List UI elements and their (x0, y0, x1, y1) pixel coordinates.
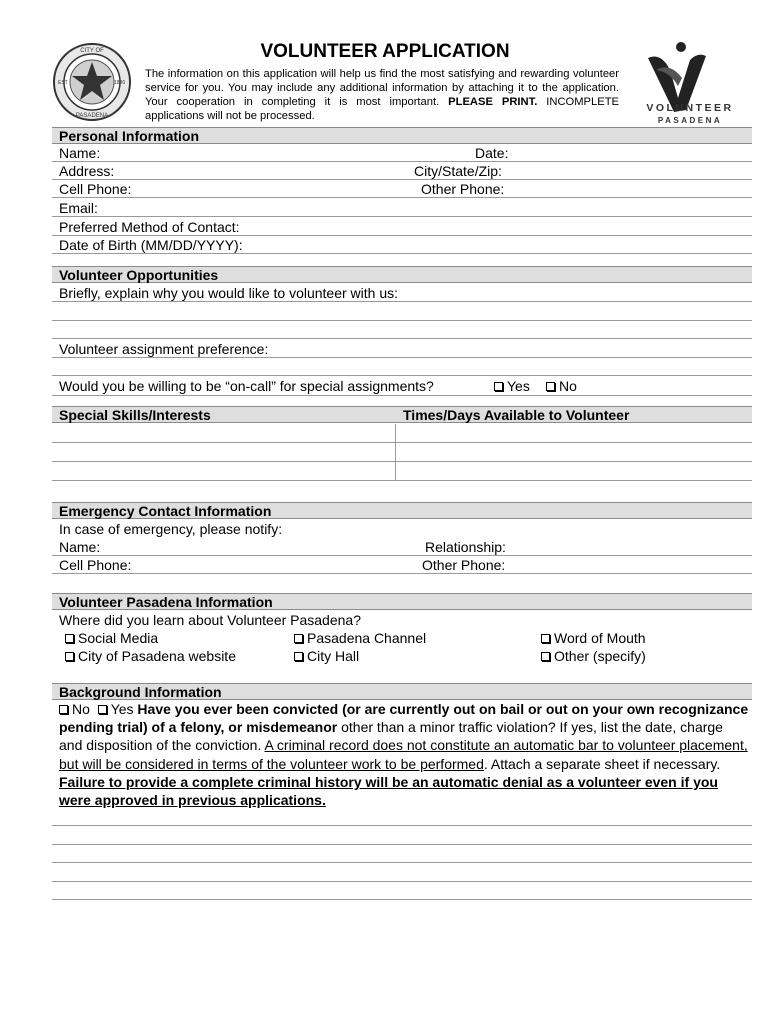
why-line-1[interactable] (52, 301, 752, 302)
row-phones[interactable] (52, 180, 752, 198)
date-label: Date: (475, 145, 509, 161)
skills-header: Special Skills/Interests (59, 407, 211, 423)
seal-year-right: 1886 (114, 80, 126, 86)
city-hall-label: City Hall (307, 648, 360, 664)
skills-header-bar (52, 406, 752, 423)
page-title: VOLUNTEER APPLICATION (260, 41, 510, 62)
bg-no-label: No (72, 701, 90, 717)
word-of-mouth-label: Word of Mouth (554, 630, 646, 646)
pasadena-channel-label: Pasadena Channel (307, 630, 427, 646)
logo-word-volunteer: VOLUNTEER (646, 102, 734, 114)
on-call-no-option[interactable] (546, 377, 577, 395)
emergency-cell-label: Cell Phone: (59, 557, 132, 573)
opportunities-header: Volunteer Opportunities (52, 266, 752, 283)
city-website-checkbox[interactable] (65, 652, 74, 661)
bg-line-3[interactable] (52, 862, 752, 863)
bg-no-checkbox[interactable] (59, 705, 68, 714)
word-of-mouth-checkbox[interactable] (541, 634, 550, 643)
background-header: Background Information (52, 683, 752, 700)
bg-no-option[interactable] (59, 701, 90, 717)
on-call-line (52, 395, 752, 396)
emergency-other-phone-label: Other Phone: (422, 557, 506, 573)
no-label: No (559, 378, 577, 394)
why-line-3[interactable] (52, 338, 752, 339)
conviction-question: Have you ever been convicted (or are currently out on bail or out on your own recognizance pending trial) of a felony, or misdemeanor (59, 701, 749, 736)
please-print: PLEASE PRINT. (448, 96, 538, 108)
seal-text-top: CITY OF (80, 48, 104, 54)
row-preferred-contact[interactable] (52, 218, 752, 236)
seal-text-bottom: PASADENA (75, 113, 109, 119)
option-city-hall[interactable] (294, 647, 359, 665)
bg-line-2[interactable] (52, 844, 752, 845)
emergency-name-label: Name: (59, 539, 101, 555)
option-city-website[interactable] (65, 647, 236, 665)
skills-line-3[interactable] (52, 480, 752, 481)
relationship-label: Relationship: (425, 539, 506, 555)
assignment-pref-label: Volunteer assignment preference: (59, 341, 269, 357)
attach-note: . Attach a separate sheet if necessary. (483, 755, 721, 772)
bg-line-1[interactable] (52, 825, 752, 826)
other-checkbox[interactable] (541, 652, 550, 661)
no-checkbox[interactable] (546, 382, 555, 391)
bg-line-5[interactable] (52, 899, 752, 900)
option-pasadena-channel[interactable] (294, 629, 426, 647)
criminal-record-note: A criminal record does not constitute an automatic bar to volunteer placement, but will be considered in terms of the volunteer work to be performed (59, 737, 748, 772)
emergency-header: Emergency Contact Information (52, 502, 752, 519)
city-hall-checkbox[interactable] (294, 652, 303, 661)
city-state-zip-label: City/State/Zip: (414, 163, 502, 179)
city-website-label: City of Pasadena website (78, 648, 236, 664)
logo-word-pasadena: PASADENA (657, 116, 723, 125)
bg-yes-label: Yes (110, 701, 134, 717)
yes-checkbox[interactable] (494, 382, 503, 391)
intro-paragraph (145, 67, 619, 123)
pasadena-channel-checkbox[interactable] (294, 634, 303, 643)
times-header: Times/Days Available to Volunteer (403, 407, 630, 423)
assignment-line-1[interactable] (52, 357, 752, 358)
conviction-question-rest: other than a minor traffic violation? If yes, list the date, charge and disposition of the conviction. (59, 719, 723, 754)
skills-divider (395, 424, 396, 481)
learn-about-question: Where did you learn about Volunteer Pasadena? (59, 612, 361, 628)
personal-info-header: Personal Information (52, 127, 752, 144)
option-word-of-mouth[interactable] (541, 629, 646, 647)
background-question (59, 700, 749, 809)
other-phone-label: Other Phone: (421, 181, 505, 197)
skills-line-1[interactable] (52, 442, 752, 443)
option-other[interactable] (541, 647, 646, 665)
why-volunteer-label: Briefly, explain why you would like to volunteer with us: (59, 285, 399, 301)
intro-text: The information on this application will help us find the most satisfying and rewarding volunteer service for you. You may include any additional information by attaching it to the application. Your cooperation in completing it is most important. (145, 68, 619, 108)
dob-label: Date of Birth (MM/DD/YYYY): (59, 237, 243, 253)
skills-line-2[interactable] (52, 461, 752, 462)
social-media-checkbox[interactable] (65, 634, 74, 643)
bg-line-4[interactable] (52, 881, 752, 882)
row-name-date[interactable] (52, 144, 752, 162)
social-media-label: Social Media (78, 630, 159, 646)
option-social-media[interactable] (65, 629, 158, 647)
row-dob[interactable] (52, 236, 752, 254)
bg-yes-option[interactable] (98, 701, 134, 717)
email-label: Email: (59, 200, 98, 216)
yes-label: Yes (507, 378, 530, 394)
incomplete-note: INCOMPLETE applications will not be processed. (145, 96, 619, 122)
other-label: Other (specify) (554, 648, 646, 664)
volunteer-pasadena-logo (626, 40, 754, 130)
address-label: Address: (59, 163, 115, 179)
on-call-yes-option[interactable] (494, 377, 530, 395)
notify-label: In case of emergency, please notify: (59, 521, 283, 537)
row-email[interactable] (52, 199, 752, 217)
name-label: Name: (59, 145, 101, 161)
cell-phone-label: Cell Phone: (59, 181, 132, 197)
row-address[interactable] (52, 162, 752, 180)
seal-year-left: EST (58, 80, 68, 86)
why-line-2[interactable] (52, 320, 752, 321)
row-emergency-name[interactable] (52, 538, 752, 556)
denial-warning: Failure to provide a complete criminal history will be an automatic denial as a volunteer even if you were approved in previous applications. (59, 773, 718, 809)
bg-yes-checkbox[interactable] (98, 705, 107, 714)
assignment-line-2[interactable] (52, 375, 752, 376)
vp-info-header: Volunteer Pasadena Information (52, 593, 752, 610)
preferred-contact-label: Preferred Method of Contact: (59, 219, 240, 235)
on-call-question: Would you be willing to be “on-call” for special assignments? (59, 378, 434, 394)
row-emergency-phones[interactable] (52, 556, 752, 574)
